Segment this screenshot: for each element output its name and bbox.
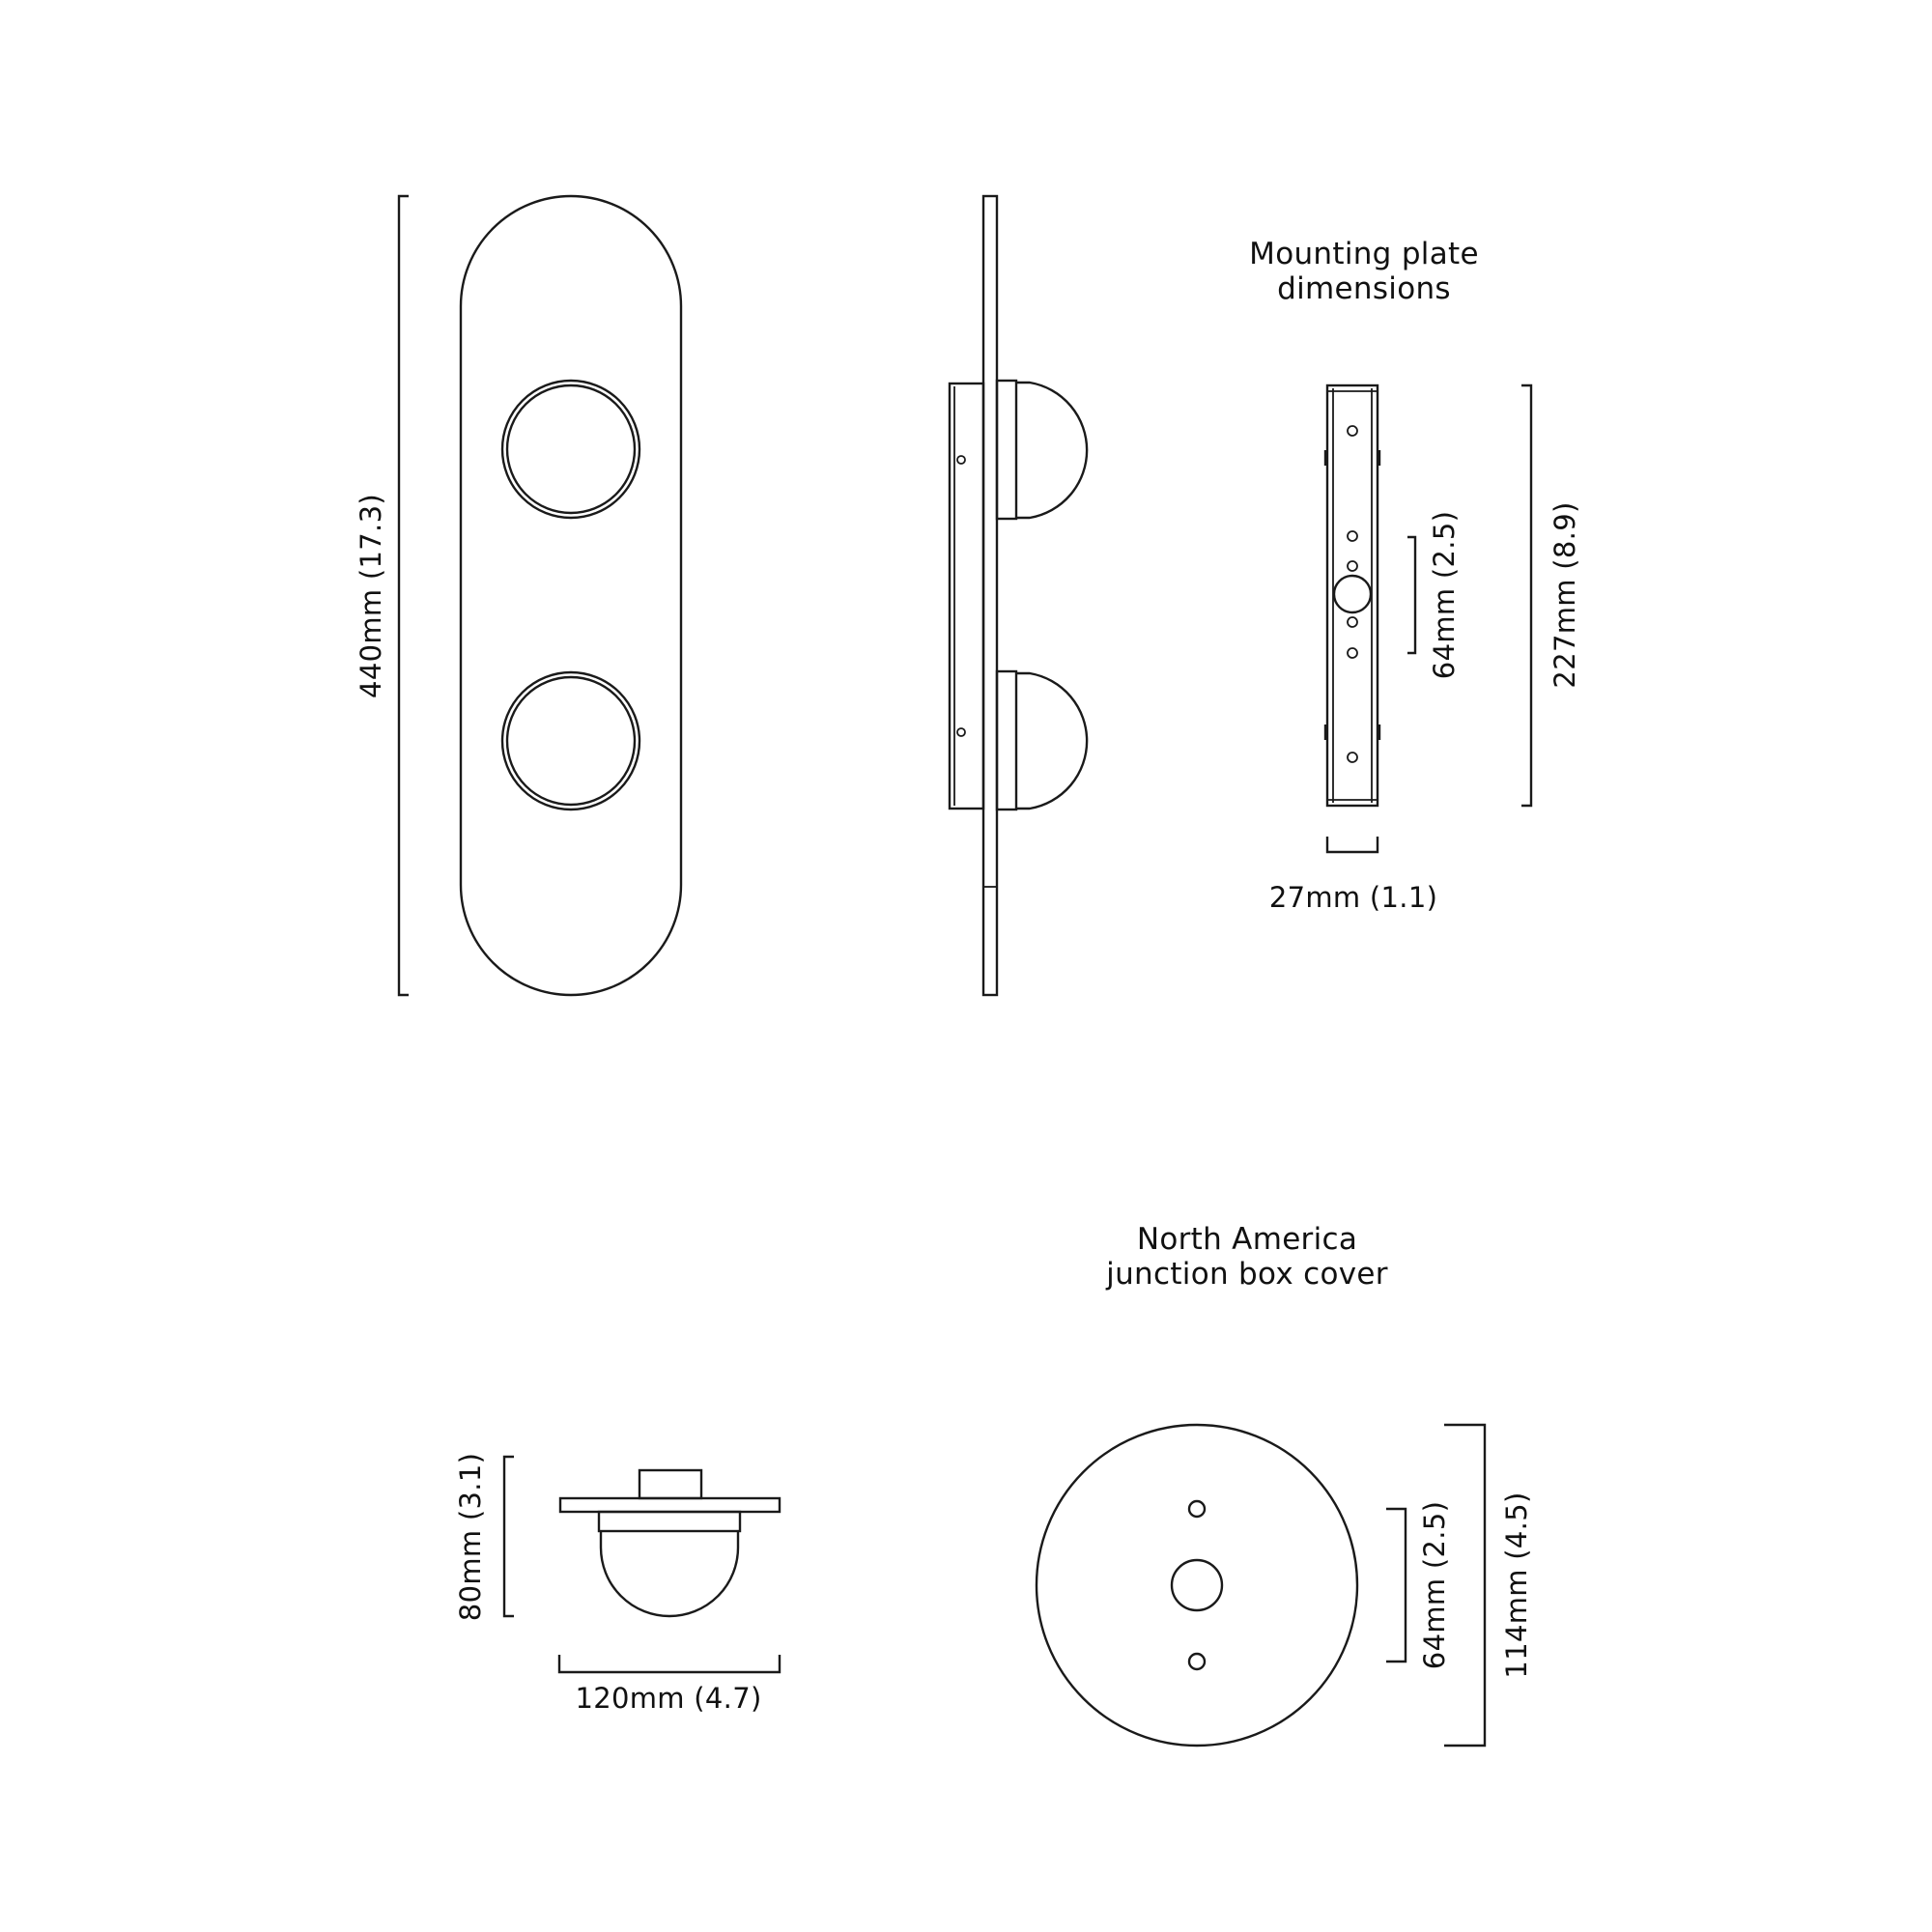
bottom-height-label: 80mm (3.1) [454,1452,487,1622]
side-backplate [983,196,997,995]
junction-box-title-line2: junction box cover [1106,1257,1388,1292]
bottom-height-dimension-line [504,1457,514,1616]
side-view [950,196,1087,995]
bottom-canopy-block [639,1470,701,1498]
upper-lamp-inner-ring [507,385,635,513]
bottom-lamp-holder [599,1512,740,1531]
side-screw-top [957,456,965,464]
upper-lamp-globe [1016,383,1087,518]
mounting-hole [1348,617,1357,627]
front-view [399,196,681,995]
mounting-plate-width-label: 27mm (1.1) [1268,881,1438,914]
mounting-plate-width-dimension-line [1327,837,1378,852]
mounting-hole-spacing-dimension-line [1407,537,1415,653]
front-height-dimension-line [399,196,409,995]
side-screw-bottom [957,728,965,736]
bottom-view [504,1457,780,1672]
junction-box-height-label: 114mm (4.5) [1500,1492,1533,1679]
junction-box-center-hole [1172,1560,1222,1610]
upper-lamp-outer-ring [502,381,639,518]
lower-lamp-globe [1016,673,1087,809]
mounting-hole [1348,648,1357,658]
junction-box-screw-hole-bottom [1189,1654,1205,1669]
junction-box-hole-spacing-label: 64mm (2.5) [1418,1500,1451,1670]
mounting-hole [1348,426,1357,436]
mounting-plate-height-label: 227mm (8.9) [1548,501,1581,689]
lower-lamp-holder [997,671,1016,810]
mounting-plate-title-line1: Mounting plate [1249,237,1479,271]
mounting-center-hole [1334,576,1371,612]
bottom-width-dimension-line [559,1655,780,1672]
lower-lamp-inner-ring [507,677,635,805]
mounting-hole [1348,561,1357,571]
bottom-width-label: 120mm (4.7) [575,1682,762,1715]
mounting-plate-title-line2: dimensions [1277,271,1451,306]
bottom-lamp-globe [601,1531,738,1616]
junction-box-screw-hole-top [1189,1501,1205,1517]
upper-lamp-holder [997,381,1016,519]
lower-lamp-outer-ring [502,672,639,810]
junction-box-hole-spacing-dimension-line [1386,1509,1406,1662]
mounting-plate-height-dimension-line [1521,385,1531,806]
mounting-hole [1348,753,1357,762]
junction-box-cover-outline [1037,1425,1357,1746]
front-height-label: 440mm (17.3) [355,494,387,698]
mounting-hole-spacing-label: 64mm (2.5) [1428,510,1461,680]
backplate-outline [461,196,681,995]
mounting-hole [1348,531,1357,541]
bottom-backplate [560,1498,780,1512]
junction-box-title-line1: North America [1136,1222,1358,1257]
